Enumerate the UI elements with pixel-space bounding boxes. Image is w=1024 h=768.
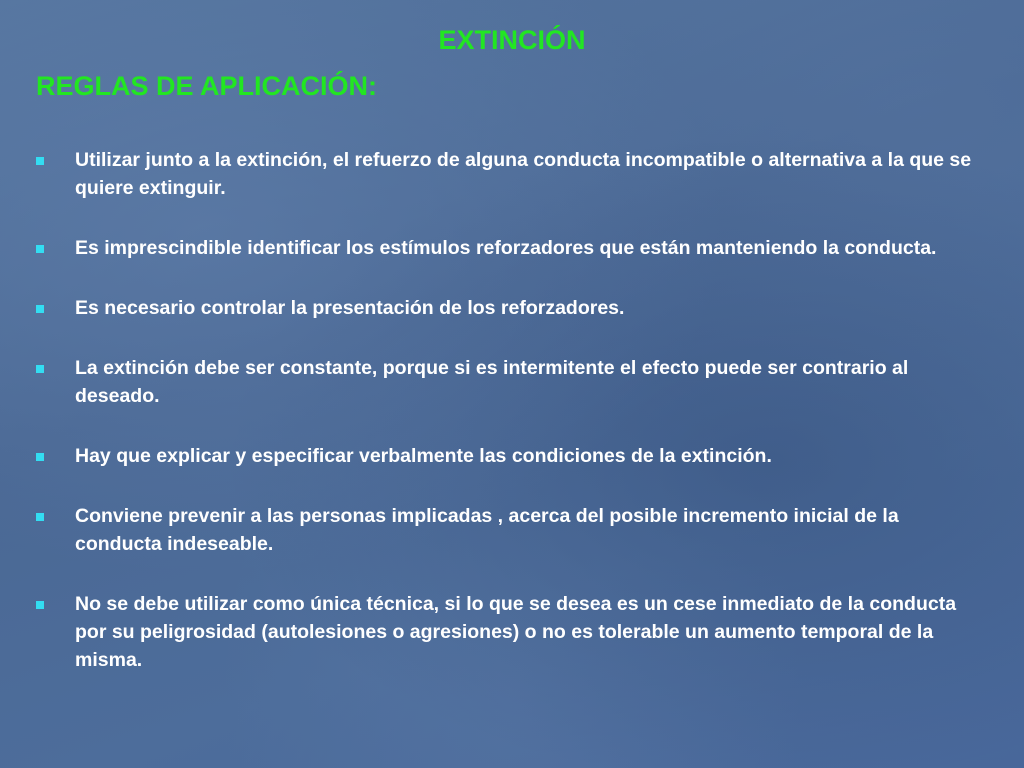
bullet-item bbox=[34, 590, 984, 674]
bullet-item bbox=[34, 502, 984, 558]
square-bullet-icon bbox=[36, 245, 44, 253]
square-bullet-icon bbox=[36, 157, 44, 165]
bullet-text: No se debe utilizar como única técnica, si lo que se desea es un cese inmediato de la conducta por su peligrosidad (autolesiones o agresiones) o no es tolerable un aumento temporal de la misma. bbox=[75, 593, 957, 671]
bullet-item bbox=[34, 294, 984, 322]
bullet-list bbox=[34, 146, 984, 706]
bullet-text: Conviene prevenir a las personas implicadas , acerca del posible incremento inicial de la conducta indeseable. bbox=[75, 505, 899, 555]
bullet-text: Hay que explicar y especificar verbalmente las condiciones de la extinción. bbox=[75, 445, 772, 467]
bullet-item bbox=[34, 354, 984, 410]
slide-subtitle: REGLAS DE APLICACIÓN: bbox=[36, 71, 378, 101]
square-bullet-icon bbox=[36, 513, 44, 521]
square-bullet-icon bbox=[36, 601, 44, 609]
square-bullet-icon bbox=[36, 305, 44, 313]
bullet-text: Es necesario controlar la presentación de los reforzadores. bbox=[75, 297, 625, 319]
slide-title: EXTINCIÓN bbox=[438, 25, 586, 55]
bullet-text: La extinción debe ser constante, porque si es intermitente el efecto puede ser contrario al deseado. bbox=[75, 357, 909, 407]
bullet-text: Utilizar junto a la extinción, el refuerzo de alguna conducta incompatible o alternativa a la que se quiere extinguir. bbox=[75, 149, 972, 199]
bullet-text: Es imprescindible identificar los estímulos reforzadores que están manteniendo la conducta. bbox=[75, 237, 937, 259]
square-bullet-icon bbox=[36, 453, 44, 461]
bullet-item bbox=[34, 146, 984, 202]
bullet-item bbox=[34, 442, 984, 470]
bullet-item bbox=[34, 234, 984, 262]
square-bullet-icon bbox=[36, 365, 44, 373]
